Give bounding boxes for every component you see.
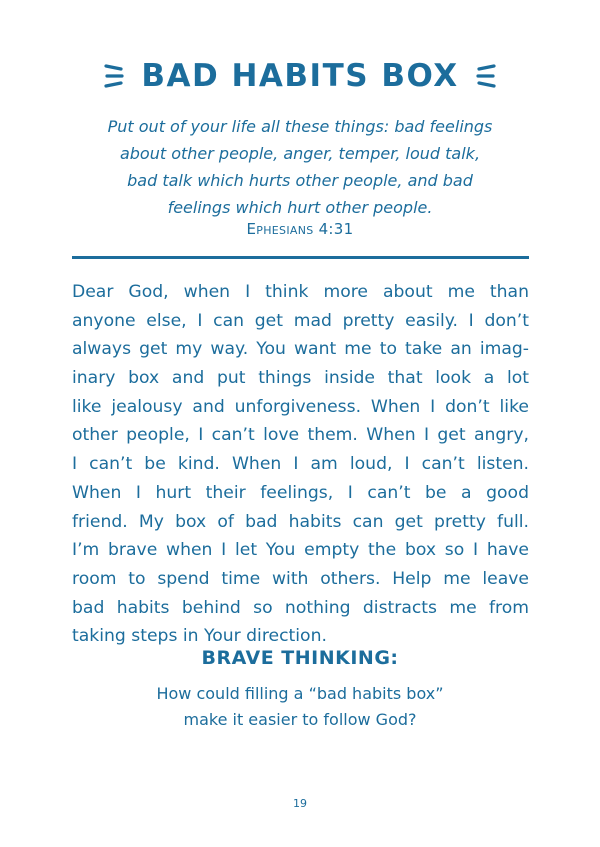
scripture-reference: Ephesians 4:31: [246, 220, 354, 238]
prayer-line: inary box and put things inside that look a lot: [72, 368, 529, 389]
page-number: 19: [293, 797, 307, 810]
prayer-line: anyone else, I can get mad pretty easily. I don’t: [72, 310, 529, 331]
prayer-line: I can’t be kind. When I am loud, I can’t listen.: [72, 454, 529, 475]
scripture-line: Put out of your life all these things: bad feelings: [107, 117, 493, 136]
burst-left-icon: [103, 59, 125, 93]
question-line: make it easier to follow God?: [183, 710, 417, 729]
divider: [72, 256, 529, 259]
page-title: BAD HABITS BOX: [141, 58, 459, 94]
scripture-line: about other people, anger, temper, loud talk,: [119, 144, 481, 163]
scripture-line: feelings which hurt other people.: [167, 198, 433, 217]
burst-right-icon: [475, 59, 497, 93]
prayer-line: bad habits behind so nothing distracts me from: [72, 597, 529, 618]
question-line: How could filling a “bad habits box”: [156, 684, 444, 703]
prayer-line: Dear God, when I think more about me than: [72, 282, 529, 302]
brave-thinking-heading: BRAVE THINKING:: [201, 647, 399, 669]
prayer-line: friend. My box of bad habits can get pretty full.: [72, 511, 529, 532]
prayer-line: other people, I can’t love them. When I get angry,: [72, 425, 529, 446]
prayer-text: [72, 278, 529, 651]
prayer-line: taking steps in Your direction.: [72, 626, 327, 647]
prayer-line: room to spend time with others. Help me leave: [72, 568, 529, 589]
prayer-line: always get my way. You want me to take an imag-: [72, 339, 529, 360]
prayer-line: like jealousy and unforgiveness. When I don’t like: [72, 396, 529, 417]
title-row: [0, 52, 600, 100]
scripture-line: bad talk which hurts other people, and bad: [127, 171, 473, 190]
brave-thinking-question: [100, 681, 500, 733]
scripture-quote: [70, 113, 530, 221]
prayer-line: When I hurt their feelings, I can’t be a good: [72, 482, 529, 503]
prayer-line: I’m brave when I let You empty the box so I have: [72, 540, 529, 561]
